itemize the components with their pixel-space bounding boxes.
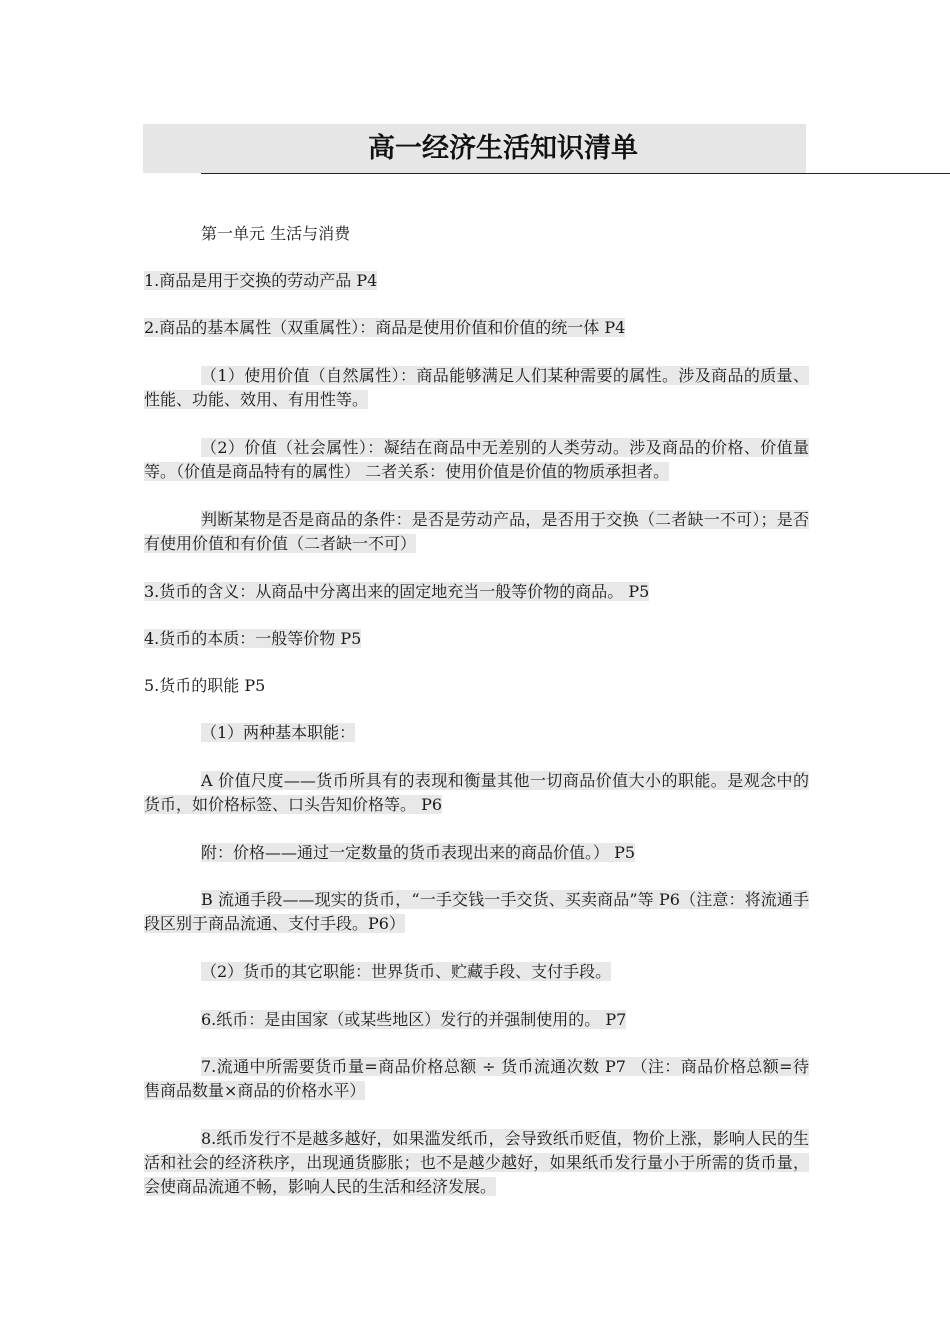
paragraph-6: 6.纸币：是由国家（或某些地区）发行的并强制使用的。 P7 [201, 1010, 627, 1029]
unit-heading: 第一单元 生活与消费 [201, 224, 351, 243]
paragraph-5: 5.货币的职能 P5 [144, 676, 266, 695]
paragraph-value-measure: A 价值尺度——货币所具有的表现和衡量其他一切商品价值大小的职能。是观念中的货币，如价格标签、口头告知价格等。 P6 [144, 771, 809, 814]
paragraph-value: （2）价值（社会属性）：凝结在商品中无差别的人类劳动。涉及商品的价格、价值量等。（价值是商品特有的属性） 二者关系：使用价值是价值的物质承担者。 [144, 438, 809, 481]
paragraph-other-functions: （2）货币的其它职能：世界货币、贮藏手段、支付手段。 [201, 962, 612, 981]
paragraph-circulation: B 流通手段——现实的货币，“一手交钱一手交货、买卖商品”等 P6（注意：将流通手段区别于商品流通、支付手段。P6） [144, 890, 809, 933]
paragraph-price: 附：价格——通过一定数量的货币表现出来的商品价值。） P5 [201, 843, 636, 862]
paragraph-2: 2.商品的基本属性（双重属性）：商品是使用价值和价值的统一体 P4 [144, 318, 626, 337]
paragraph-7: 7.流通中所需要货币量=商品价格总额 ÷ 货币流通次数 P7 （注：商品价格总额=待售商品数量×商品的价格水平） [144, 1057, 809, 1100]
paragraph-1: 1.商品是用于交换的劳动产品 P4 [144, 271, 378, 290]
paragraph-use-value: （1）使用价值（自然属性）：商品能够满足人们某种需要的属性。涉及商品的质量、性能、功能、效用、有用性等。 [144, 366, 809, 409]
paragraph-8: 8.纸币发行不是越多越好，如果滥发纸币，会导致纸币贬值，物价上涨，影响人民的生活和社会的经济秩序，出现通货膨胀；也不是越少越好，如果纸币发行量小于所需的货币量，会使商品流通不畅，影响人民的生活和经济发展。 [144, 1129, 809, 1196]
paragraph-4: 4.货币的本质：一般等价物 P5 [144, 629, 362, 648]
paragraph-commodity-criteria: 判断某物是否是商品的条件：是否是劳动产品，是否用于交换（二者缺一不可）；是否有使用价值和有价值（二者缺一不可） [144, 510, 809, 553]
paragraph-3: 3.货币的含义：从商品中分离出来的固定地充当一般等价物的商品。 P5 [144, 582, 650, 601]
title-underline [201, 173, 950, 174]
paragraph-basic-functions: （1）两种基本职能： [201, 723, 356, 742]
page-title: 高一经济生活知识清单 [368, 133, 638, 164]
